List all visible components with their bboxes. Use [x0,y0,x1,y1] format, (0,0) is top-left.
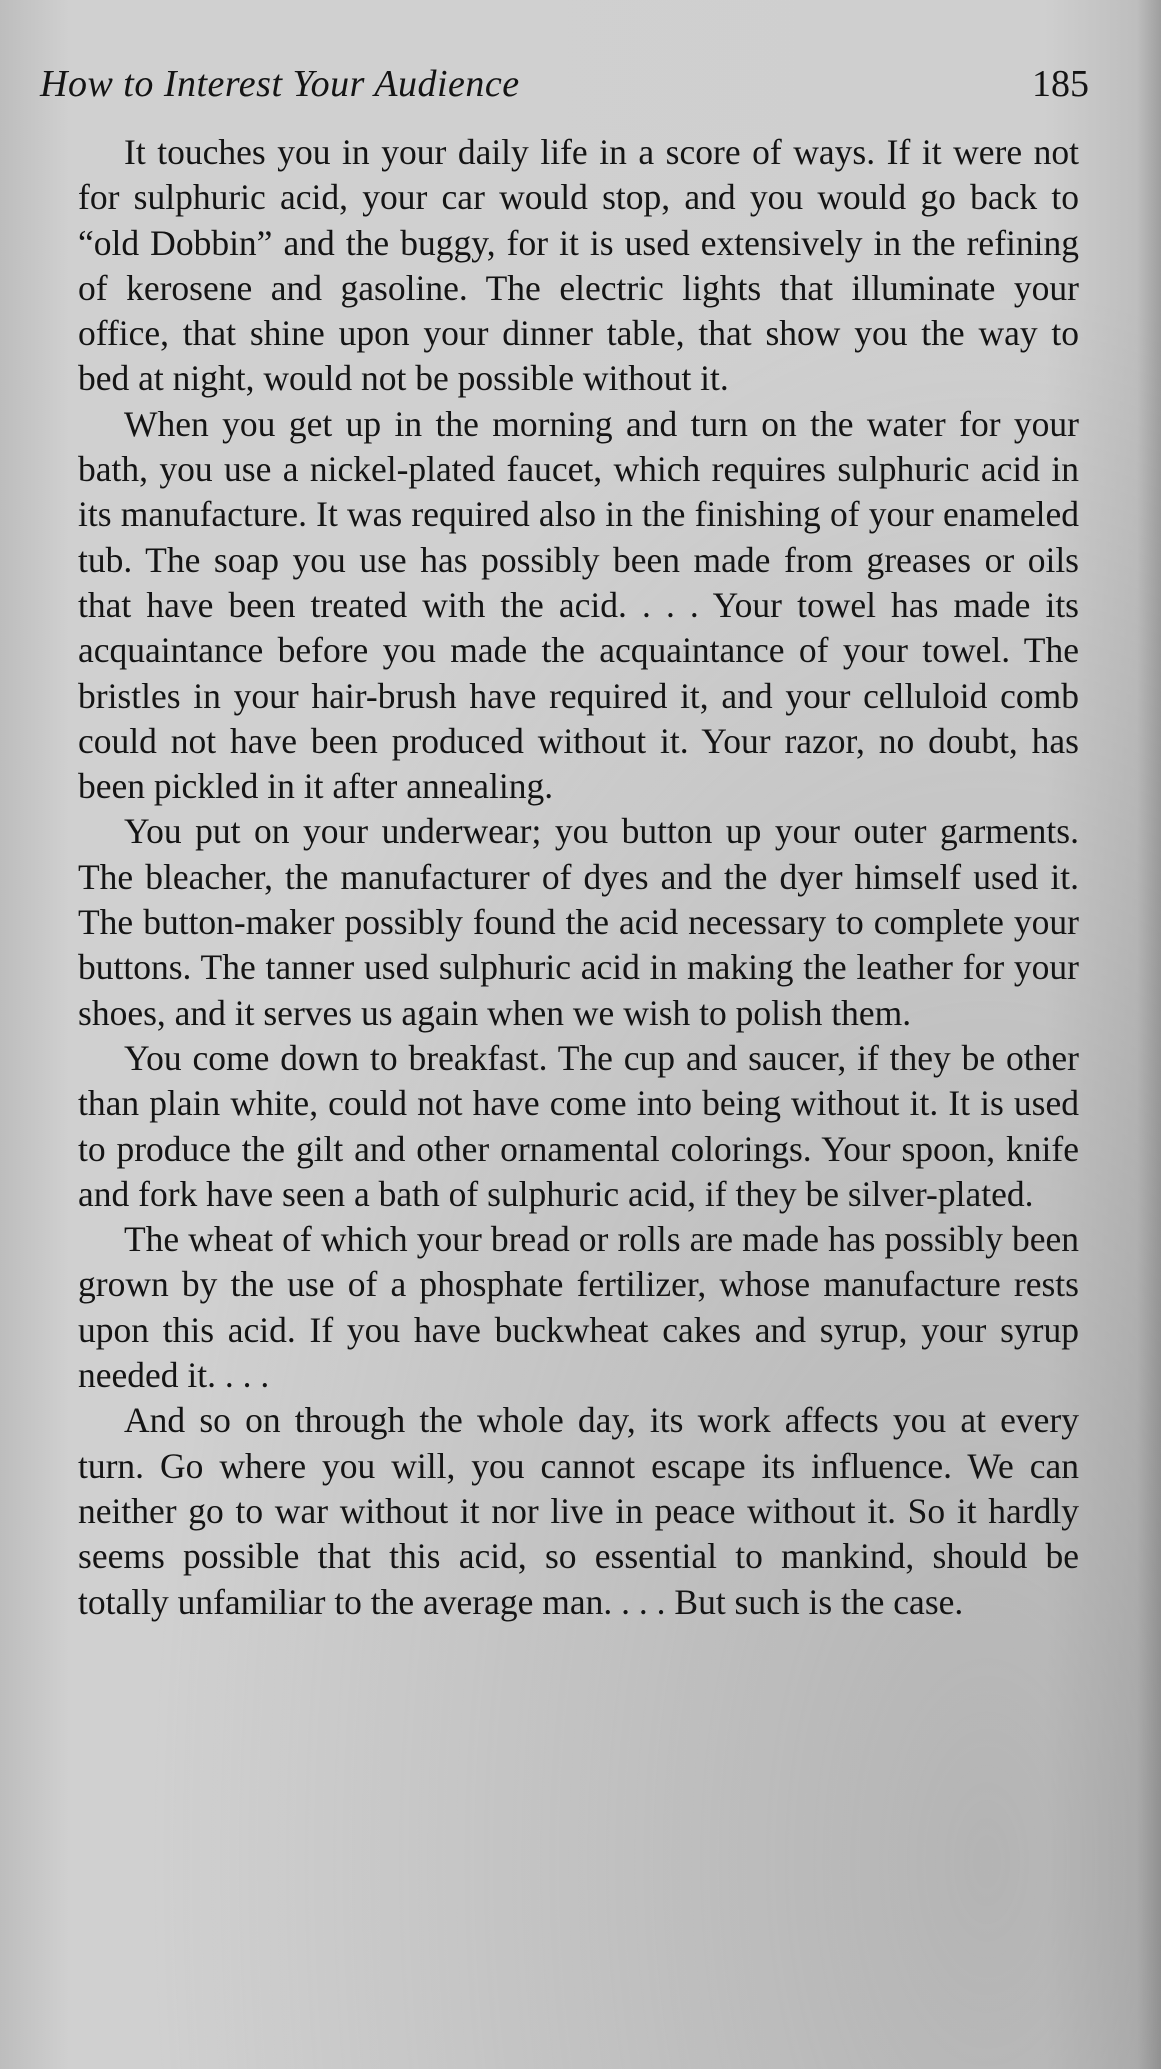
paragraph-wheat-bread: The wheat of which your bread or rolls are made has possibly been grown by the use of a phosphate fertilizer, whose manufacture rests upon this acid. If you have buckwheat cakes and syrup, your syrup needed it. . . . [78,1219,1079,1396]
paragraph-breakfast: You come down to breakfast. The cup and saucer, if they be other than plain white, could not have come into being without it. It is used to produce the gilt and other ornamental colorings. Your spoon, knife and fork have seen a bath of sulphuric acid, if they be silver-plated. [78,1037,1079,1214]
paragraph-morning-bath: When you get up in the morning and turn on the water for your bath, you use a nickel-plated faucet, which requires sulphuric acid in its manufacture. It was required also in the finishing of your enameled tub. The soap you use has possibly been made from greases or oils that have been treated with the acid. . . . Your towel has made its acquaintance before you made the acquaintance of your towel. The bristles in your hair-brush have required it, and your celluloid comb could not have been produced without it. Your razor, no doubt, has been pickled in it after annealing. [78,403,1079,807]
page-number: 185 [1032,63,1089,105]
body-text [78,130,1079,1625]
paragraph-clothing: You put on your underwear; you button up your outer garments. The bleacher, the manufacturer of dyes and the dyer himself used it. The button-maker possibly found the acid necessary to complete your buttons. The tanner used sulphuric acid in making the leather for your shoes, and it serves us again when we wish to polish them. [78,811,1079,1033]
paragraph-whole-day: And so on through the whole day, its work affects you at every turn. Go where you will, you cannot escape its influence. We can neither go to war without it nor live in peace without it. So it hardly seems possible that this acid, so essential to mankind, should be totally unfamiliar to the average man. . . . But such is the case. [78,1400,1079,1622]
paragraph-sulphuric-acid-daily-life: It touches you in your daily life in a score of ways. If it were not for sulphuric acid, your car would stop, and you would go back to “old Dobbin” and the buggy, for it is used extensively in the refining of kerosene and gasoline. The electric lights that illuminate your office, that shine upon your dinner table, that show you the way to bed at night, would not be possible without it. [78,132,1079,399]
running-title: How to Interest Your Audience [40,63,520,105]
running-head [40,62,1089,112]
